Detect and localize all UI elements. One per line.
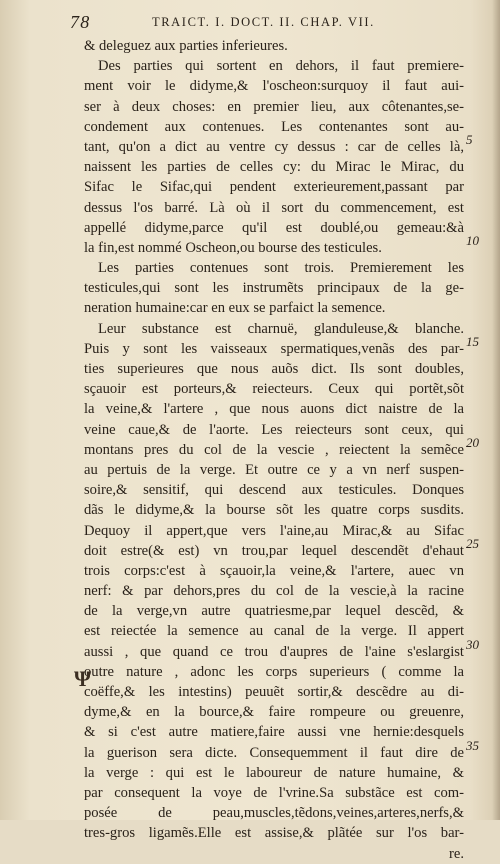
text-line: ser à deux choses: en premier lieu, aux côtenantes,se- [84,98,464,115]
page-number: 78 [70,12,91,32]
text-line: sçauoir est porteurs,& reiecteurs. Ceux qui portẽt,sõt [84,381,464,398]
text-line: doit estre(& est) vn trou,par lequel descendẽt d'ehaut [84,542,464,559]
text-line: tres-gros ligamẽs.Elle est assise,& plãtée sur l'os bar- [84,825,464,842]
line-number: 5 [466,132,473,147]
text-line: & deleguez aux parties inferieures. [84,38,288,54]
text-line: ment voir le didyme,& l'oscheon:surquoy il faut aui- [84,78,464,95]
text-line: Les parties contenues sont trois. Premierement les [98,260,464,277]
line-number: 30 [466,637,479,652]
text-line: dyme,& en la bource,& faire rompeure ou greuenre, [84,704,464,721]
text-line: Puis y sont les vaisseaux spermatiques,venãs des par- [84,340,464,357]
line-number: 15 [466,334,479,349]
text-line: la guerison sera dicte. Consequemment il faut dire de [84,744,464,761]
text-line: montans pres du col de la vescie , reiectent la semẽce [84,441,464,458]
text-line: tant, qu'on a dict au ventre cy dessus : car de celles là, [84,138,464,155]
line-number: 20 [466,435,479,450]
text-line: coëffe,& les intestins) peuuẽt sortir,& descẽdre au di- [84,684,464,700]
text-line: dessus l'os barré. Là où il sort du commencement, est [84,199,464,216]
text-line: Des parties qui sortent en dehors, il faut premiere- [98,58,464,75]
text-line: re. [449,845,464,862]
line-number: 35 [466,738,479,753]
text-line: Leur substance est charnuë, glanduleuse,& blanche. [98,320,464,337]
text-line: la veine,& l'artere , que nous auons dict naistre de la [84,401,464,418]
text-line: nerf: & par dehors,pres du col de la vescie,à la racine [84,583,464,600]
text-line: est reiectée la semence au canal de la verge. Il appert [84,623,464,640]
text-line: ties superieures que nous auõs dict. Ils sont doubles, [84,361,464,377]
text-line: trois corps:c'est à sçauoir,la veine,& l'artere, auec vn [84,562,464,579]
text-line: Dequoy il appert,que vers l'aine,au Mirac,& au Sifac [84,522,464,539]
text-line: appellé didyme,parce qu'il est doublé,ou gemeau:&à [84,219,464,236]
page-header [70,12,490,36]
text-line: dãs le didyme,& la bourse sõt les quatre corps susdits. [84,502,464,519]
text-line: veine caue,& de l'aorte. Les reiecteurs sont ceux, qui [84,421,464,438]
text-line: soire,& sensitif, qui descend aux testicules. Donques [84,482,464,499]
text-line: posée de peau,muscles,tẽdons,veines,arteres,nerfs,& [84,805,464,822]
text-line: de la verge,vn autre quatriesme,par lequel descẽd, & [84,603,464,620]
text-line: naissent les parties de celles cy: du Mirac le Mirac, du [84,159,464,176]
text-line: neration humaine:car en eux se parfaict la semence. [84,300,386,317]
text-line: testicules,qui sont les instrumẽts principaux de la ge- [84,280,464,297]
text-line: outre nature , adonc les corps superieurs ( comme la [84,663,464,680]
line-number: 25 [466,536,479,551]
text-line: par consequent la voye de l'vrine.Sa substãce est com- [84,784,464,801]
text-line: aussi , que quand ce trou d'aupres de l'aine s'eslargist [84,643,464,660]
manicule-mark-icon: Ψ [74,666,92,691]
text-line: au pertuis de la verge. Et outre ce y a vn nerf suspen- [84,461,464,478]
text-line: la verge : qui est le laboureur de nature humaine, & [84,764,464,781]
body-text [84,36,464,864]
line-number: 10 [466,233,479,248]
page-edge-shadow [492,0,500,820]
text-line: & si c'est autre matiere,faire aussi vne hernie:desquels [84,724,464,741]
running-title: TRAICT. I. DOCT. II. CHAP. VII. [152,15,375,29]
text-line: condement aux contenues. Les contenantes sont au- [84,118,464,135]
text-line: Sifac le Sifac,qui pendent exterieurement,passant par [84,179,464,196]
text-line: la fin,est nommé Oscheon,ou bourse des testicules. [84,239,382,256]
